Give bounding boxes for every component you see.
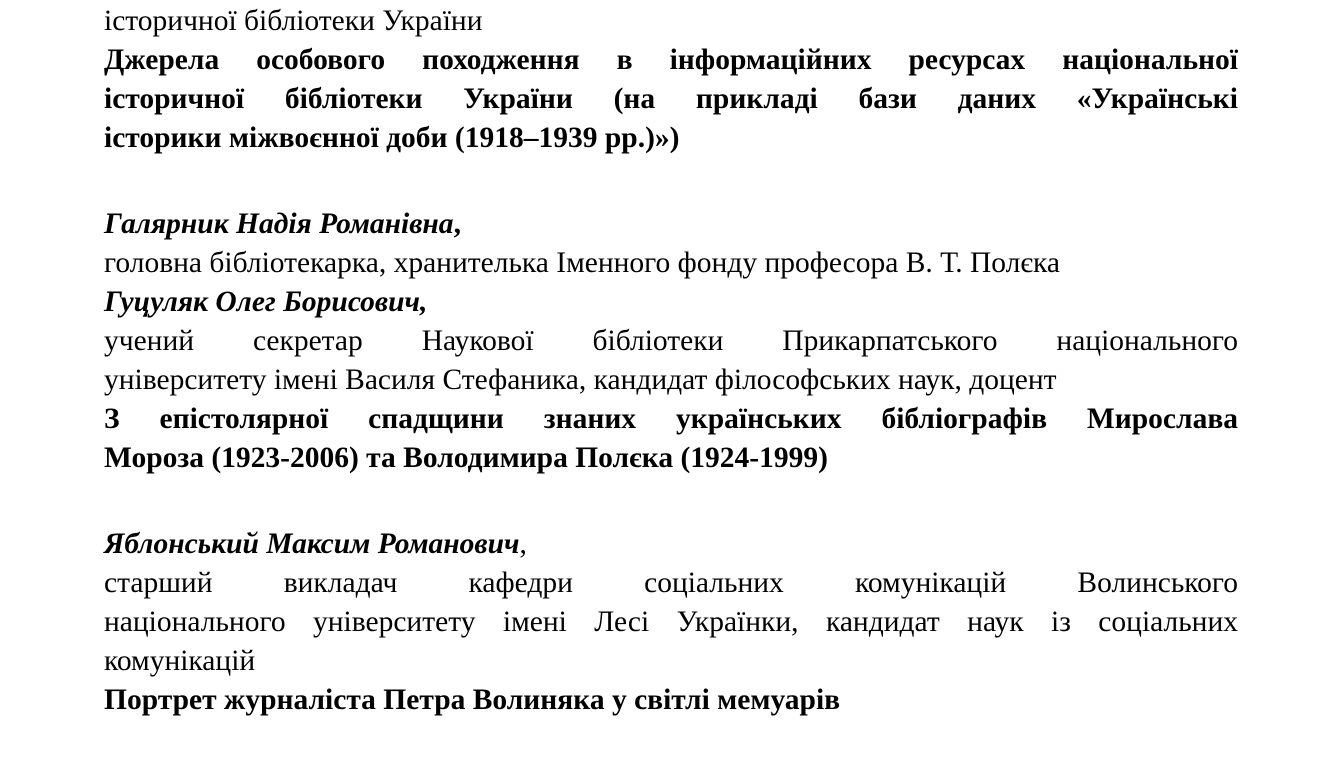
title-line: З епістолярної спадщини знаних українських бібліографів Мирослава — [104, 403, 1238, 435]
author-name: Галярник Надія Романівна — [104, 208, 454, 240]
author-line — [104, 205, 1238, 244]
author-affiliation: національного університету імені Лесі Українки, кандидат наук із соціальних — [104, 606, 1238, 638]
spacer — [104, 478, 1238, 525]
previous-affiliation-fragment: історичної бібліотеки України — [104, 5, 483, 37]
author-line — [104, 283, 1238, 322]
title-line: історичної бібліотеки України (на прикладі бази даних «Українські — [104, 83, 1238, 115]
author-affiliation: старший викладач кафедри соціальних комунікацій Волинського — [104, 567, 1238, 599]
entry — [104, 525, 1238, 720]
spacer — [104, 158, 1238, 205]
author-name-suffix: , — [453, 208, 461, 240]
author-line — [104, 525, 1238, 564]
author-affiliation: комунікацій — [104, 645, 256, 677]
entry — [104, 205, 1238, 478]
author-name: Яблонський Максим Романович — [104, 528, 520, 560]
author-affiliation: університету імені Василя Стефаника, кандидат філософських наук, доцент — [104, 364, 1057, 396]
title-line: Джерела особового походження в інформаційних ресурсах національної — [104, 44, 1238, 76]
title-line: Мороза (1923-2006) та Володимира Полєка (1924-1999) — [104, 442, 828, 474]
author-name-suffix: , — [519, 528, 527, 560]
entry-title — [104, 41, 1238, 158]
author-affiliation: учений секретар Наукової бібліотеки Прикарпатського національного — [104, 325, 1238, 357]
title-line: історики міжвоєнної доби (1918–1939 рр.)») — [104, 122, 680, 154]
document-page — [104, 2, 1238, 720]
author-name: Гуцуляк Олег Борисович, — [104, 286, 428, 318]
author-affiliation: головна бібліотекарка, хранителька Іменного фонду професора В. Т. Полєка — [104, 247, 1061, 279]
title-line: Портрет журналіста Петра Волиняка у світлі мемуарів — [104, 684, 841, 716]
